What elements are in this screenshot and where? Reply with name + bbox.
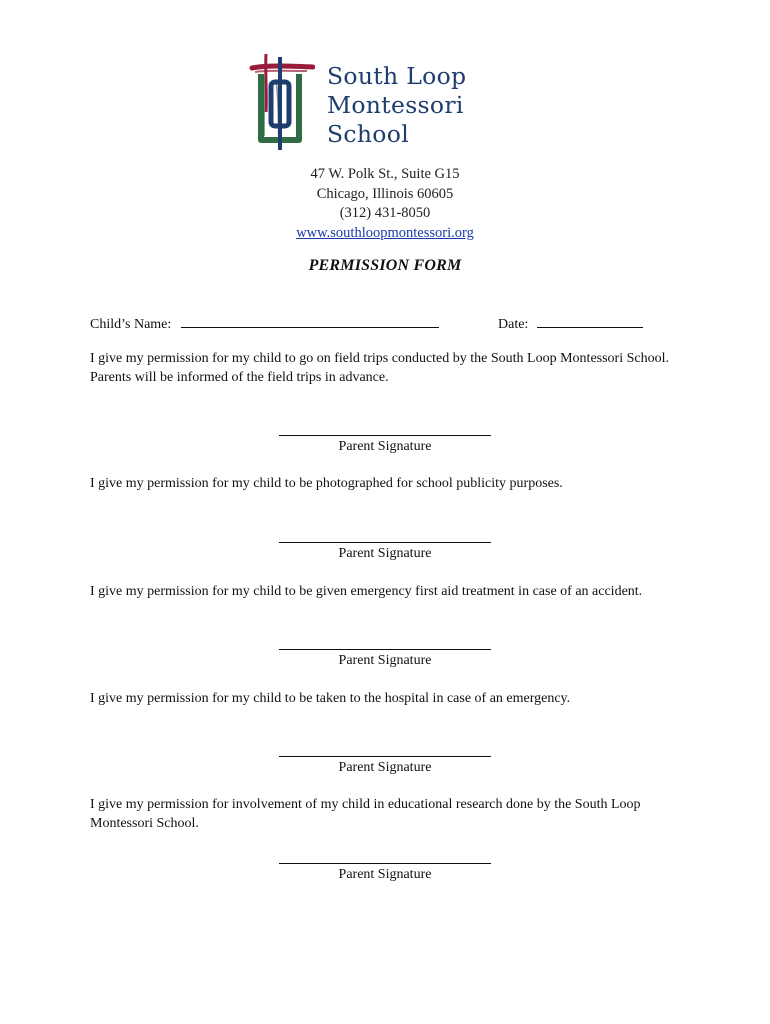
address-line-2: Chicago, Illinois 60605: [316, 185, 454, 202]
signature-label: Parent Signature: [338, 546, 432, 561]
signature-block-photography: [279, 542, 491, 562]
signature-label: Parent Signature: [338, 867, 432, 882]
signature-block-hospital: [279, 756, 491, 776]
school-address: [0, 165, 770, 243]
child-name-label: Child’s Name:: [90, 317, 172, 332]
signature-line[interactable]: [279, 756, 491, 757]
signature-label: Parent Signature: [338, 439, 432, 454]
website-link[interactable]: www.southloopmontessori.org: [296, 224, 474, 241]
signature-block-first-aid: [279, 649, 491, 669]
permission-text-research: I give my permission for involvement of my child in educational research done by the South Loop Montessori School.: [90, 797, 641, 831]
signature-line[interactable]: [279, 542, 491, 543]
signature-line[interactable]: [279, 435, 491, 436]
signature-label: Parent Signature: [338, 760, 432, 775]
signature-line[interactable]: [279, 649, 491, 650]
signature-line[interactable]: [279, 863, 491, 864]
signature-label: Parent Signature: [338, 653, 432, 668]
permission-text-first-aid: I give my permission for my child to be given emergency first aid treatment in case of an accident.: [90, 584, 643, 599]
phone-number: (312) 431-8050: [339, 205, 431, 221]
school-logo-wordmark: [327, 62, 466, 149]
logo-text-line: Montessori: [327, 91, 464, 119]
school-logo-mark-icon: [249, 52, 315, 152]
child-name-field[interactable]: [181, 314, 439, 328]
child-name-row: [90, 314, 439, 334]
form-title: PERMISSION FORM: [308, 257, 462, 274]
permission-text-hospital: I give my permission for my child to be taken to the hospital in case of an emergency.: [90, 691, 571, 706]
permission-text-field-trips: I give my permission for my child to go on field trips conducted by the South Loop Montessori School. Parents will be informed of the field trips in advance.: [90, 351, 669, 385]
logo-text-line: School: [327, 120, 410, 148]
logo-text-line: South Loop: [327, 62, 467, 90]
permission-text-photography: I give my permission for my child to be photographed for school publicity purposes.: [90, 476, 563, 491]
date-label: Date:: [498, 317, 529, 332]
address-line-1: 47 W. Polk St., Suite G15: [310, 166, 460, 182]
date-row: [498, 314, 643, 334]
date-field[interactable]: [537, 314, 643, 328]
signature-block-field-trips: [279, 435, 491, 455]
signature-block-research: [279, 863, 491, 883]
school-logo: [249, 52, 509, 152]
